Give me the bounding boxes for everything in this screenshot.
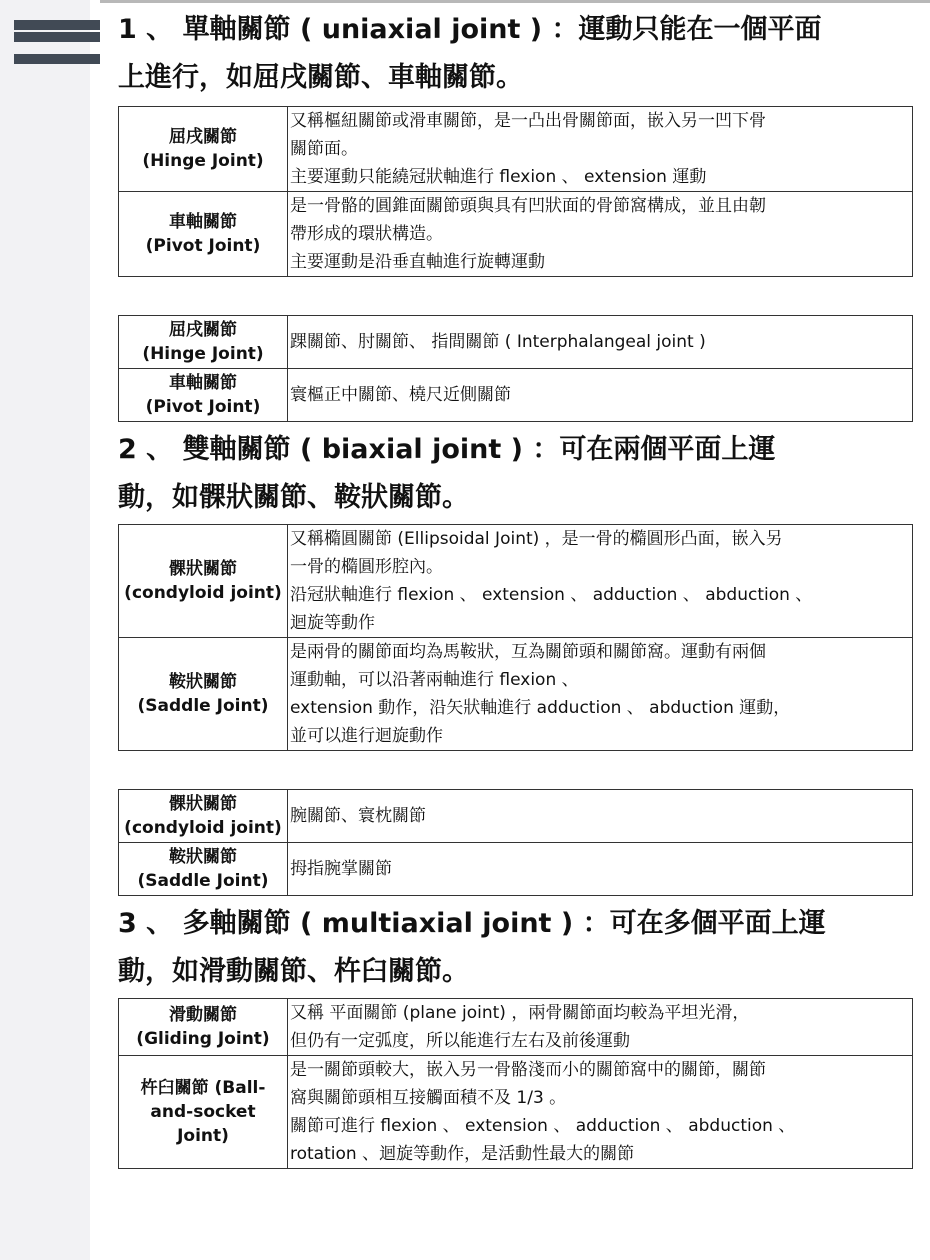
description-line: 但仍有一定弧度，所以能進行左右及前後運動 [290, 1031, 630, 1051]
description-line: 窩與關節頭相互接觸面積不及 1/3 。 [290, 1088, 567, 1108]
joint-name-cell [119, 843, 288, 896]
joint-description-cell [288, 525, 913, 638]
description-line: 沿冠狀軸進行 flexion 、 extension 、 adduction 、 abduction 、 [290, 585, 813, 605]
joint-name-en: (Saddle Joint) [137, 696, 269, 716]
joint-name-zh: 髁狀關節 [169, 559, 237, 579]
description-line: 又稱 平面關節 (plane joint) ，兩骨關節面均較為平坦光滑， [290, 1003, 750, 1023]
table-row [119, 369, 913, 422]
joint-name-zh: 滑動關節 [169, 1005, 237, 1025]
description-line: 主要運動只能繞冠狀軸進行 flexion 、 extension 運動 [290, 167, 707, 187]
multiaxial-description-table [118, 998, 913, 1169]
description-line: 主要運動是沿垂直軸進行旋轉運動 [290, 252, 545, 272]
joint-name-cell [119, 525, 288, 638]
table-row [119, 525, 913, 638]
joint-name-en: and-socket [150, 1102, 256, 1122]
description-line: 並可以進行迴旋動作 [290, 726, 443, 746]
joint-name-en: (Saddle Joint) [137, 871, 269, 891]
joint-description-cell [288, 107, 913, 192]
description-line: extension 動作，沿矢狀軸進行 adduction 、 abduction 運動， [290, 698, 791, 718]
joint-name-en: (condyloid joint) [124, 583, 282, 603]
section-heading-continued: 動，如髁狀關節、鞍狀關節。 [118, 482, 469, 513]
table-row [119, 107, 913, 192]
description-line: 關節可進行 flexion 、 extension 、 adduction 、 abduction 、 [290, 1116, 796, 1136]
table-row [119, 999, 913, 1056]
table-row [119, 843, 913, 896]
joint-name-en: (Gliding Joint) [136, 1029, 270, 1049]
joint-name-en: Joint) [177, 1126, 229, 1146]
joint-name-cell [119, 1056, 288, 1169]
joint-name-en: (Hinge Joint) [142, 151, 264, 171]
joint-example-cell: 寰樞正中關節、橈尺近側關節 [288, 369, 913, 422]
description-line: 一骨的橢圓形腔內。 [290, 557, 443, 577]
description-line: 又稱橢圓關節 (Ellipsoidal Joint) ，是一骨的橢圓形凸面，嵌入另 [290, 529, 783, 549]
table-row [119, 790, 913, 843]
joint-name-cell [119, 790, 288, 843]
uniaxial-description-table [118, 106, 913, 277]
joint-name-zh: 鞍狀關節 [169, 847, 237, 867]
description-line: 是一骨骼的圓錐面關節頭與具有凹狀面的骨節窩構成，並且由韌 [290, 196, 766, 216]
left-margin-band [0, 0, 90, 1260]
joint-name-cell [119, 999, 288, 1056]
table-row [119, 638, 913, 751]
joint-description-cell [288, 999, 913, 1056]
description-line: rotation 、迴旋等動作，是活動性最大的關節 [290, 1144, 635, 1164]
joint-name-cell [119, 316, 288, 369]
joint-name-zh: 屈戌關節 [169, 127, 237, 147]
description-line: 又稱樞紐關節或滑車關節，是一凸出骨關節面，嵌入另一凹下骨 [290, 111, 766, 131]
joint-description-cell [288, 638, 913, 751]
table-row [119, 316, 913, 369]
joint-example-cell: 腕關節、寰枕關節 [288, 790, 913, 843]
section-biaxial [118, 422, 913, 896]
menu-icon-bar-bottom [14, 54, 100, 64]
description-line: 是兩骨的關節面均為馬鞍狀，互為關節頭和關節窩。運動有兩個 [290, 642, 766, 662]
joint-example-cell: 拇指腕掌關節 [288, 843, 913, 896]
joint-example-cell: 踝關節、肘關節、 指間關節 ( Interphalangeal joint ) [288, 316, 913, 369]
joint-name-zh: 杵臼關節 (Ball- [140, 1078, 266, 1098]
joint-name-zh: 車軸關節 [169, 212, 237, 232]
section-heading: 3 、 多軸關節 ( multiaxial joint ) ：可在多個平面上運 [118, 908, 826, 939]
biaxial-description-table [118, 524, 913, 751]
joint-name-cell [119, 369, 288, 422]
biaxial-examples-table [118, 789, 913, 896]
section-heading: 2 、 雙軸關節 ( biaxial joint ) ：可在兩個平面上運 [118, 434, 776, 465]
section-heading-continued: 動，如滑動關節、杵臼關節。 [118, 956, 469, 987]
description-line: 帶形成的環狀構造。 [290, 224, 443, 244]
description-line: 迴旋等動作 [290, 613, 375, 633]
joint-name-zh: 髁狀關節 [169, 794, 237, 814]
joint-name-en: (Pivot Joint) [145, 397, 261, 417]
joint-name-zh: 屈戌關節 [169, 320, 237, 340]
table-row [119, 192, 913, 277]
joint-name-en: (Hinge Joint) [142, 344, 264, 364]
joint-name-en: (condyloid joint) [124, 818, 282, 838]
description-line: 關節面。 [290, 139, 358, 159]
description-line: 是一關節頭較大，嵌入另一骨骼淺而小的關節窩中的關節，關節 [290, 1060, 766, 1080]
joint-description-cell [288, 1056, 913, 1169]
section-multiaxial [118, 896, 913, 1169]
description-line: 運動軸，可以沿著兩軸進行 flexion 、 [290, 670, 579, 690]
joint-description-cell [288, 192, 913, 277]
document-content [118, 0, 913, 1169]
joint-name-cell [119, 107, 288, 192]
joint-name-en: (Pivot Joint) [145, 236, 261, 256]
menu-icon-bar-top [14, 20, 100, 30]
section-heading: 1 、 單軸關節 ( uniaxial joint ) ：運動只能在一個平面 [118, 14, 822, 45]
section-heading-continued: 上進行，如屈戌關節、車軸關節。 [118, 62, 523, 93]
joint-name-cell [119, 638, 288, 751]
uniaxial-examples-table [118, 315, 913, 422]
joint-name-cell [119, 192, 288, 277]
joint-name-zh: 車軸關節 [169, 373, 237, 393]
section-uniaxial [118, 0, 913, 422]
table-row [119, 1056, 913, 1169]
joint-name-zh: 鞍狀關節 [169, 672, 237, 692]
menu-icon-bar-middle [14, 32, 100, 42]
